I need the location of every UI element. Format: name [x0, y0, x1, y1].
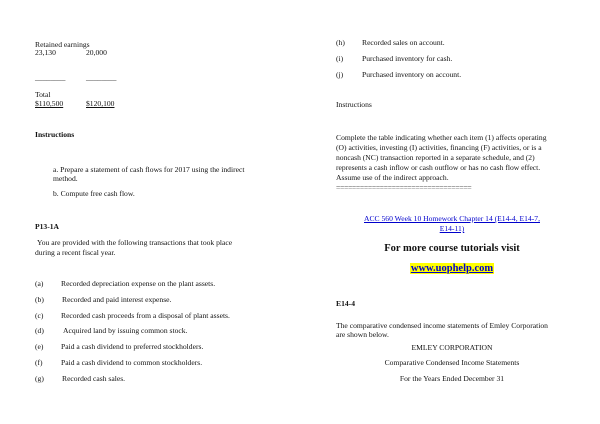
- subtotal-rule-1: ________: [35, 73, 66, 82]
- transaction-text: Acquired land by issuing common stock.: [63, 326, 188, 335]
- course-link-continued[interactable]: [336, 224, 568, 233]
- retained-earnings-value-2: 20,000: [86, 48, 107, 57]
- exercise-heading: E14-4: [336, 299, 355, 308]
- instructions-paragraph-line-5: Assume use of the indirect approach.: [336, 173, 449, 182]
- transaction-text: Paid a cash dividend to common stockholders.: [61, 358, 203, 367]
- instructions-paragraph-line-2: (O) activities, investing (I) activities, financing (F) activities, or is a: [336, 143, 542, 152]
- promo-url-wrapper[interactable]: [336, 262, 568, 275]
- transaction-text: Purchased inventory on account.: [362, 70, 462, 79]
- transaction-text: Recorded sales on account.: [362, 38, 445, 47]
- transaction-label: (a): [35, 279, 44, 288]
- total-value-2: $120,100: [86, 99, 115, 108]
- transaction-text: Recorded cash proceeds from a disposal of plant assets.: [61, 311, 230, 320]
- separator-line: ==================================: [336, 183, 472, 192]
- transaction-label: (e): [35, 342, 44, 351]
- course-link-line-2[interactable]: E14-11): [439, 224, 465, 233]
- transaction-label: (j): [336, 70, 344, 79]
- promo-url-link[interactable]: www.uophelp.com: [410, 263, 494, 274]
- statement-period: For the Years Ended December 31: [399, 374, 505, 383]
- promo-heading: For more course tutorials visit: [384, 243, 520, 254]
- transaction-text: Purchased inventory for cash.: [362, 54, 453, 63]
- instruction-b: b. Compute free cash flow.: [53, 189, 135, 198]
- problem-intro-line-2: during a recent fiscal year.: [35, 248, 116, 257]
- transaction-label: (g): [35, 374, 44, 383]
- exercise-intro-line-2: are shown below.: [336, 330, 389, 339]
- problem-heading: P13-1A: [35, 222, 60, 231]
- course-link-line-1[interactable]: ACC 560 Week 10 Homework Chapter 14 (E14-4, E14-7,: [364, 214, 540, 223]
- instructions-heading: Instructions: [35, 130, 75, 139]
- instructions-paragraph-line-3: noncash (NC) transaction reported in a separate schedule, and (2): [336, 153, 535, 162]
- transaction-label: (f): [35, 358, 43, 367]
- transaction-text: Recorded and paid interest expense.: [62, 295, 172, 304]
- course-link[interactable]: [336, 214, 568, 223]
- exercise-intro-line-1: The comparative condensed income statements of Emley Corporation: [336, 321, 548, 330]
- transaction-label: (c): [35, 311, 44, 320]
- subtotal-rule-2: ________: [86, 73, 117, 82]
- transaction-text: Recorded cash sales.: [62, 374, 126, 383]
- retained-earnings-value-1: 23,130: [35, 48, 56, 57]
- transaction-label: (h): [336, 38, 345, 47]
- transaction-label: (i): [336, 54, 344, 63]
- retained-earnings-label: Retained earnings: [35, 40, 90, 49]
- total-label: Total: [35, 90, 51, 99]
- problem-intro-line-1: You are provided with the following transactions that took place: [37, 238, 233, 247]
- instructions-heading: Instructions: [336, 100, 372, 109]
- total-value-1: $110,500: [35, 99, 64, 108]
- statement-title: Comparative Condensed Income Statements: [384, 358, 520, 367]
- transaction-text: Paid a cash dividend to preferred stockholders.: [61, 342, 204, 351]
- instruction-a-line-1: a. Prepare a statement of cash flows for 2017 using the indirect: [53, 165, 245, 174]
- transaction-label: (d): [35, 326, 44, 335]
- transaction-label: (b): [35, 295, 44, 304]
- instructions-paragraph-line-1: Complete the table indicating whether each item (1) affects operating: [336, 133, 547, 142]
- instructions-paragraph-line-4: represents a cash inflow or cash outflow or has no cash flow effect.: [336, 163, 541, 172]
- company-name: EMLEY CORPORATION: [411, 343, 493, 352]
- transaction-text: Recorded depreciation expense on the plant assets.: [61, 279, 216, 288]
- instruction-a-line-2: method.: [53, 174, 78, 183]
